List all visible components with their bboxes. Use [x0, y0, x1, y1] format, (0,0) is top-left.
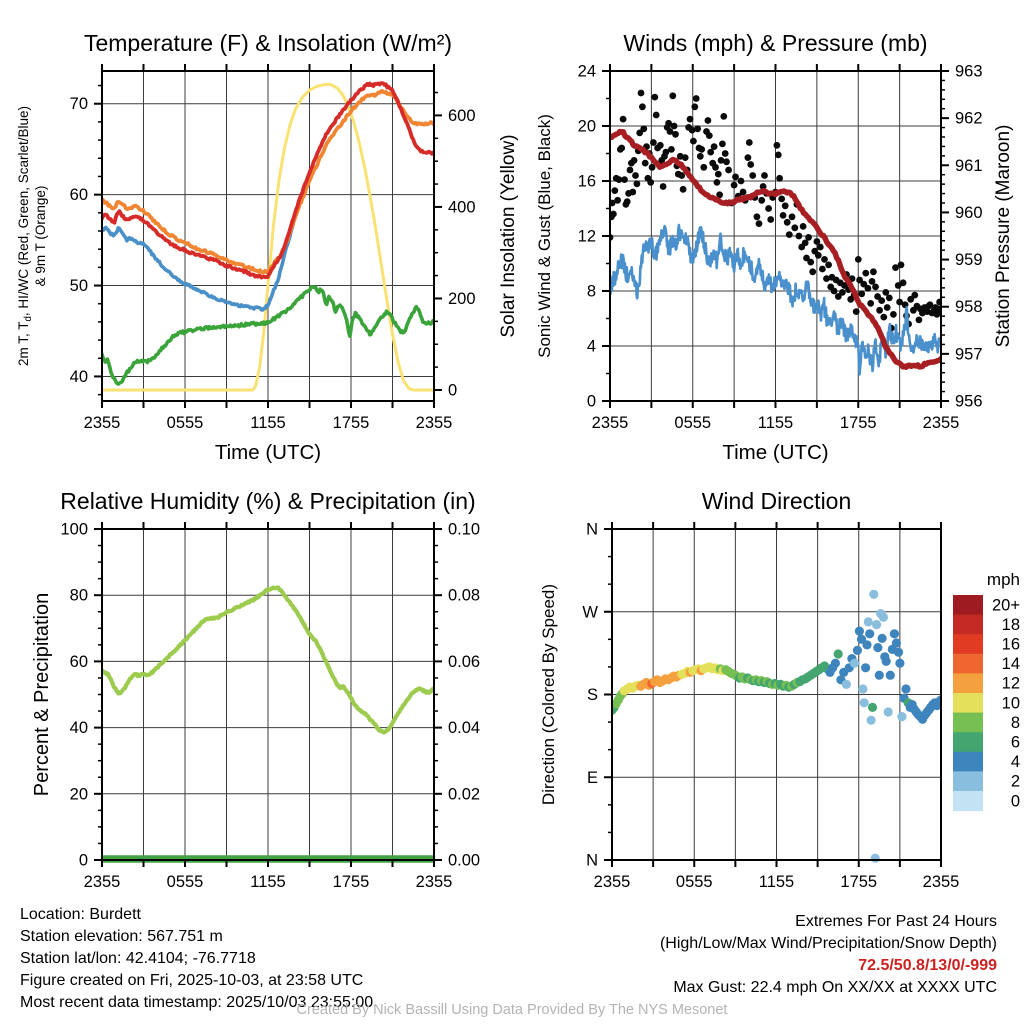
colorbar-cell: [953, 713, 983, 733]
wind-gust-dots: [715, 171, 722, 178]
wind-gust-dots: [738, 178, 745, 185]
colorbar-cell: [953, 752, 983, 772]
wind-gust-dots: [660, 183, 667, 190]
wind-direction-points: [861, 663, 870, 672]
colorbar-cell: [953, 693, 983, 713]
wind-gust-dots: [682, 154, 689, 161]
wind-gust-dots: [758, 197, 765, 204]
colorbar-cell: [953, 595, 983, 615]
wind-gust-dots: [627, 167, 634, 174]
svg-text:0: 0: [78, 851, 88, 870]
svg-text:4: 4: [586, 337, 596, 356]
wind-gust-dots: [687, 116, 694, 123]
wind-gust-dots: [853, 308, 860, 315]
svg-text:0: 0: [448, 381, 458, 400]
wind-gust-dots: [796, 233, 803, 240]
colorbar-cell: [953, 771, 983, 791]
wind-direction-points: [884, 707, 893, 716]
wind-gust-dots: [911, 292, 918, 299]
wind-direction-points: [831, 659, 840, 668]
colorbar-tick-label: 4: [1010, 753, 1020, 772]
colorbar-cell: [953, 791, 983, 811]
wind-gust-dots: [782, 202, 789, 209]
wind-gust-dots: [786, 231, 793, 238]
wind-direction-points: [892, 638, 901, 647]
svg-text:960: 960: [955, 203, 983, 222]
temperature-insolation-title: Temperature (F) & Insolation (W/m²): [83, 30, 453, 56]
wind-direction-points: [871, 854, 880, 863]
wind-direction-points: [858, 684, 867, 693]
wind-gust-dots: [805, 234, 812, 241]
wind-gust-dots: [774, 142, 781, 149]
wind-direction-points: [868, 703, 877, 712]
wind-direction-points: [878, 634, 887, 643]
wind-gust-dots: [747, 161, 754, 168]
wind-gust-dots: [640, 125, 647, 132]
wind-gust-dots: [638, 90, 645, 97]
wind-gust-dots: [900, 279, 907, 286]
wind-gust-dots: [776, 175, 783, 182]
svg-text:0555: 0555: [166, 873, 204, 891]
svg-text:2355: 2355: [83, 873, 121, 891]
svg-text:1755: 1755: [840, 873, 878, 891]
svg-text:2355: 2355: [83, 414, 121, 432]
wind-speed-colorbar: [953, 570, 1020, 811]
wind-gust-dots: [610, 211, 617, 218]
wind-gust-dots: [732, 174, 739, 181]
wind-gust-dots: [825, 262, 832, 269]
wind-gust-dots: [693, 95, 700, 102]
wind-gust-dots: [855, 256, 862, 263]
wind-gust-dots: [809, 268, 816, 275]
wind-direction-points: [882, 657, 891, 666]
svg-text:0.00: 0.00: [448, 851, 481, 870]
wind-gust-dots: [740, 189, 747, 196]
wind-gust-dots: [839, 289, 846, 296]
svg-text:N: N: [586, 851, 598, 870]
wind-gust-dots: [745, 154, 752, 161]
svg-text:20: 20: [577, 117, 596, 136]
svg-text:70: 70: [69, 95, 88, 114]
colorbar-cell: [953, 732, 983, 752]
svg-text:0.10: 0.10: [448, 520, 481, 539]
svg-text:961: 961: [955, 156, 983, 175]
extremes-subtitle: (High/Low/Max Wind/Precipitation/Snow Depth): [659, 935, 997, 952]
svg-text:2355: 2355: [922, 414, 960, 432]
svg-text:1155: 1155: [757, 414, 794, 432]
wind-gust-dots: [862, 270, 869, 277]
colorbar-tick-label: 18: [1001, 615, 1020, 634]
wind-gust-dots: [723, 158, 730, 165]
svg-text:2355: 2355: [922, 873, 960, 891]
wind-direction-points: [869, 590, 878, 599]
wind-gust-dots: [651, 94, 658, 101]
colorbar-cell: [953, 673, 983, 693]
wind-gust-dots: [884, 304, 891, 311]
wind-gust-dots: [653, 112, 660, 119]
wind-gust-dots: [624, 198, 631, 205]
wind-gust-dots: [629, 189, 636, 196]
wind-gust-dots: [815, 252, 822, 259]
wind-direction-title: Wind Direction: [701, 488, 852, 514]
wind-gust-dots: [614, 197, 621, 204]
extremes-values: 72.5/50.8/13/0/-999: [858, 957, 997, 974]
wind-gust-dots: [657, 142, 664, 149]
wind-direction-points: [873, 643, 882, 652]
wind-direction-chart: [539, 488, 1020, 891]
wind-gust-dots: [722, 150, 729, 157]
wind-gust-dots: [697, 153, 704, 160]
humidity-precip-left-axis-label: Percent & Precipitation: [31, 592, 53, 797]
station-info-block: [20, 904, 373, 1014]
wind-gust-dots: [647, 179, 654, 186]
svg-text:958: 958: [955, 298, 983, 317]
svg-text:2355: 2355: [591, 414, 629, 432]
winds-pressure-left-axis-label: Sonic Wind & Gust (Blue, Black): [535, 114, 554, 358]
svg-text:80: 80: [69, 586, 88, 605]
svg-text:8: 8: [586, 282, 596, 301]
wind-gust-dots: [819, 266, 826, 273]
wind-gust-dots: [886, 295, 893, 302]
wind-direction-points: [834, 649, 843, 658]
wind-gust-dots: [642, 160, 649, 167]
most-recent-data-timestamp: Most recent data timestamp: 2025/10/03 23:55:00: [20, 994, 374, 1011]
wind-gust-dots: [807, 259, 814, 266]
wind-direction-points: [875, 671, 884, 680]
svg-text:Time (UTC): Time (UTC): [214, 441, 322, 464]
wind-direction-points: [853, 646, 862, 655]
wind-direction-points: [895, 659, 904, 668]
wind-direction-points: [879, 613, 888, 622]
wind-direction-points: [850, 659, 859, 668]
wind-gust-dots: [876, 307, 883, 314]
wind-direction-points: [886, 671, 895, 680]
winds-pressure-right-axis-label: Station Pressure (Maroon): [993, 124, 1014, 348]
colorbar-tick-label: 8: [1010, 713, 1020, 732]
colorbar-cell: [953, 654, 983, 674]
wind-direction-points: [901, 684, 910, 693]
wind-gust-dots: [719, 141, 726, 148]
svg-text:20: 20: [69, 785, 88, 804]
wind-direction-points: [867, 716, 876, 725]
colorbar-tick-label: 14: [1001, 655, 1020, 674]
svg-text:0.02: 0.02: [448, 785, 481, 804]
wind-gust-dots: [694, 125, 701, 132]
wind-gust-dots: [767, 216, 774, 223]
svg-text:0555: 0555: [675, 873, 713, 891]
wind-gust-dots: [672, 131, 679, 138]
wind-gust-dots: [690, 138, 697, 145]
svg-text:E: E: [586, 768, 598, 787]
svg-text:200: 200: [448, 289, 476, 308]
colorbar-tick-label: 12: [1001, 674, 1020, 693]
wind-gust-dots: [778, 196, 785, 203]
wind-gust-dots: [878, 297, 885, 304]
attribution-text: Created By Nick Bassill Using Data Provided By The NYS Mesonet: [296, 1002, 728, 1018]
svg-text:0555: 0555: [674, 414, 712, 432]
wind-gust-dots: [669, 92, 676, 99]
wind-direction-points: [842, 680, 851, 689]
wind-gust-dots: [650, 139, 657, 146]
wind-gust-dots: [775, 152, 782, 159]
wind-gust-dots: [898, 262, 905, 269]
wind-direction-points: [894, 648, 903, 657]
humidity-precip-chart: [31, 488, 480, 891]
wind-gust-dots: [632, 172, 639, 179]
svg-text:2355: 2355: [415, 414, 453, 432]
svg-text:40: 40: [69, 719, 88, 738]
temperature-insolation-right-axis-label: Solar Insolation (Yellow): [498, 134, 519, 338]
wind-gust-dots: [800, 223, 807, 230]
station-elevation: Station elevation: 567.751 m: [20, 928, 223, 945]
wind-gust-dots: [714, 179, 721, 186]
wind-gust-dots: [631, 157, 638, 164]
svg-text:963: 963: [955, 62, 983, 81]
wind-gust-dots: [705, 117, 712, 124]
wind-direction-points: [864, 617, 873, 626]
wind-gust-dots: [756, 220, 763, 227]
extremes-title: Extremes For Past 24 Hours: [795, 913, 997, 930]
wind-direction-points: [890, 629, 899, 638]
svg-text:N: N: [586, 520, 598, 539]
svg-text:16: 16: [577, 172, 596, 191]
wind-gust-dots: [746, 139, 753, 146]
wind-gust-dots: [712, 164, 719, 171]
wind-gust-dots: [867, 300, 874, 307]
svg-text:0555: 0555: [166, 414, 204, 432]
wind-gust-dots: [831, 288, 838, 295]
svg-text:W: W: [582, 603, 598, 622]
temperature-insolation-chart: [16, 30, 519, 464]
colorbar-cell: [953, 634, 983, 654]
temperature-insolation-left-axis-label: & 9m T (Orange): [33, 185, 48, 287]
extremes-block: [660, 911, 997, 999]
wind-gust-dots: [700, 164, 707, 171]
svg-text:60: 60: [69, 186, 88, 205]
wind-gust-dots: [761, 172, 768, 179]
wind-gust-dots: [858, 290, 865, 297]
wind-gust-dots: [618, 145, 625, 152]
wind-gust-dots: [634, 180, 641, 187]
wind-gust-dots: [671, 123, 678, 130]
svg-text:2355: 2355: [593, 873, 631, 891]
wind-gust-dots: [865, 285, 872, 292]
svg-text:1755: 1755: [332, 414, 370, 432]
wind-gust-dots: [706, 132, 713, 139]
svg-text:2355: 2355: [415, 873, 453, 891]
humidity-precip-title: Relative Humidity (%) & Precipitation (in): [60, 488, 476, 514]
colorbar-tick-label: 0: [1010, 792, 1020, 811]
wind-direction-points: [865, 629, 874, 638]
wind-gust-dots: [668, 146, 675, 153]
svg-text:1755: 1755: [332, 873, 370, 891]
svg-text:24: 24: [577, 62, 596, 81]
colorbar-tick-label: 2: [1010, 772, 1020, 791]
station-location: Location: Burdett: [20, 906, 141, 923]
wind-gust-dots: [789, 213, 796, 220]
wind-gust-dots: [680, 186, 687, 193]
wind-gust-dots: [639, 103, 646, 110]
wind-gust-dots: [821, 256, 828, 263]
colorbar-tick-label: 10: [1001, 694, 1020, 713]
wind-gust-dots: [725, 167, 732, 174]
wind-direction-points: [855, 627, 864, 636]
wind-gust-dots: [890, 311, 897, 318]
wind-direction-points: [860, 698, 869, 707]
figure-created-timestamp: Figure created on Fri, 2025-10-03, at 23:58 UTC: [20, 972, 364, 989]
wind-gust-dots: [620, 116, 627, 123]
svg-text:60: 60: [69, 652, 88, 671]
wind-gust-dots: [791, 224, 798, 231]
svg-text:1755: 1755: [839, 414, 877, 432]
wind-gust-dots: [870, 268, 877, 275]
colorbar-unit-label: mph: [986, 570, 1020, 589]
winds-pressure-chart: [535, 30, 1014, 464]
svg-text:S: S: [586, 686, 598, 704]
wind-direction-points: [897, 712, 906, 721]
svg-text:100: 100: [60, 520, 88, 539]
svg-text:12: 12: [577, 227, 596, 246]
wind-gust-dots: [621, 176, 628, 183]
wind-gust-dots: [749, 172, 756, 179]
svg-text:962: 962: [955, 109, 983, 128]
svg-text:0.08: 0.08: [448, 586, 481, 605]
svg-text:400: 400: [448, 198, 476, 217]
wind-gust-dots: [711, 143, 718, 150]
svg-text:1155: 1155: [758, 873, 795, 891]
colorbar-tick-label: 20+: [992, 596, 1020, 615]
svg-text:956: 956: [955, 392, 983, 411]
winds-pressure-title: Winds (mph) & Pressure (mb): [623, 30, 928, 56]
wind-gust-dots: [611, 187, 618, 194]
wind-gust-dots: [784, 219, 791, 226]
wind-direction-points: [872, 620, 881, 629]
colorbar-cell: [953, 615, 983, 635]
svg-text:Time (UTC): Time (UTC): [722, 441, 829, 464]
wind-direction-points: [862, 640, 871, 649]
wind-gust-dots: [698, 146, 705, 153]
max-gust-line: Max Gust: 22.4 mph On XX/XX at XXXX UTC: [673, 979, 997, 996]
wind-gust-dots: [720, 113, 727, 120]
station-latlon: Station lat/lon: 42.4104; -76.7718: [20, 950, 256, 967]
wind-gust-dots: [731, 182, 738, 189]
wind-gust-dots: [780, 212, 787, 219]
svg-text:50: 50: [69, 277, 88, 296]
wind-direction-left-axis-label: Direction (Colored By Speed): [539, 583, 558, 806]
svg-text:0.06: 0.06: [448, 652, 481, 671]
svg-text:959: 959: [955, 251, 983, 270]
svg-text:0.04: 0.04: [448, 719, 481, 738]
svg-text:0: 0: [586, 392, 596, 411]
colorbar-tick-label: 6: [1010, 733, 1020, 752]
wind-gust-dots: [765, 205, 772, 212]
svg-text:957: 957: [955, 345, 983, 364]
temperature-insolation-left-axis-label: 2m T, $T_d$, HI/WC (Red, Green, Scarlet/Blue): [16, 106, 34, 366]
wind-gust-dots: [817, 244, 824, 251]
wind-gust-dots: [880, 314, 887, 321]
wind-gust-dots: [916, 317, 923, 324]
wind-gust-dots: [872, 284, 879, 291]
wind-gust-dots: [691, 103, 698, 110]
svg-text:1155: 1155: [250, 414, 286, 432]
colorbar-tick-label: 16: [1001, 635, 1020, 654]
wind-gust-dots: [754, 213, 761, 220]
svg-text:600: 600: [448, 106, 476, 125]
svg-text:40: 40: [69, 367, 88, 386]
svg-text:1155: 1155: [250, 873, 286, 891]
